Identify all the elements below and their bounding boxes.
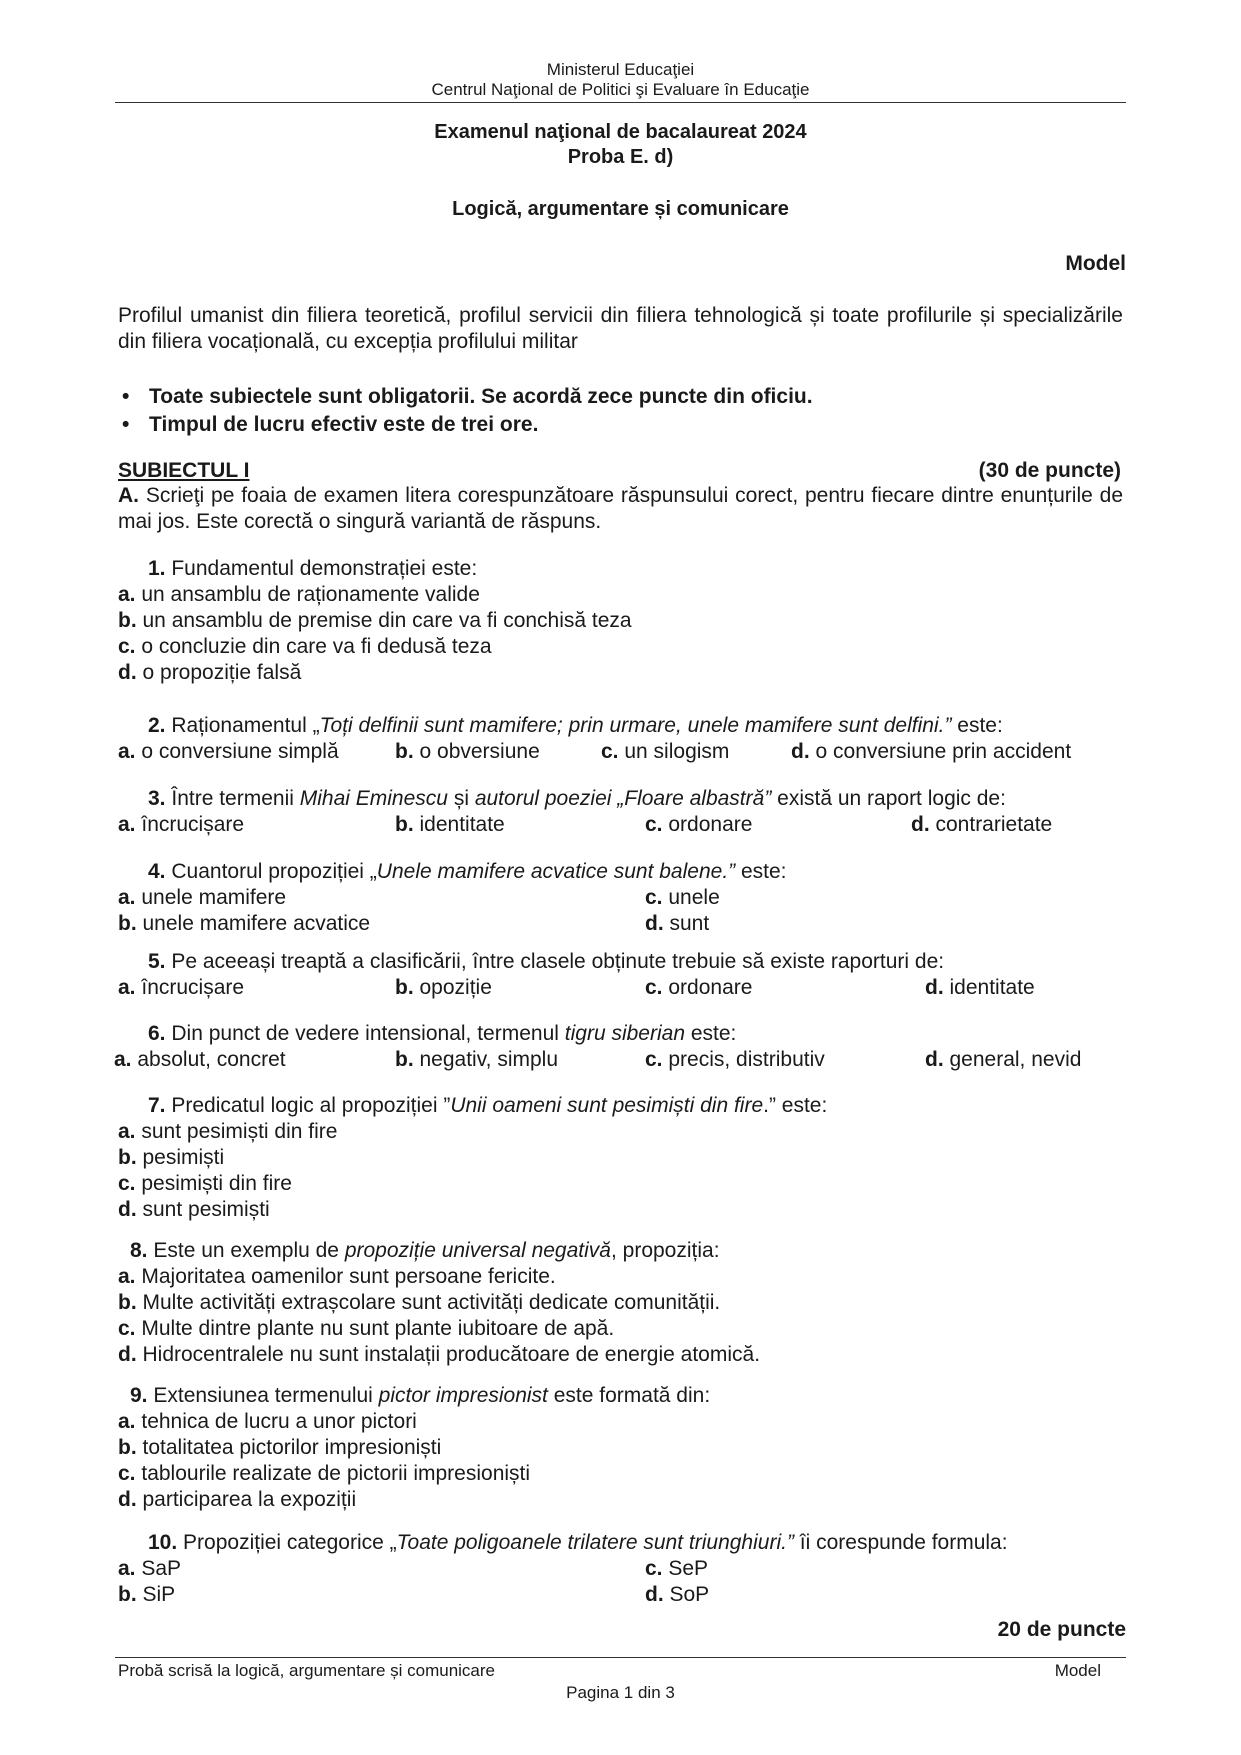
question-text: pictor impresionist <box>378 1384 548 1407</box>
option-letter: b. <box>118 609 143 632</box>
footer-left: Probă scrisă la logică, argumentare și comunicare <box>118 1661 496 1680</box>
question-text: Unii oameni sunt pesimiști din fire <box>450 1094 764 1117</box>
answer-option <box>645 911 709 937</box>
answer-option <box>118 975 244 1001</box>
answer-option <box>118 1582 175 1608</box>
option-text: pesimiști <box>142 1146 225 1169</box>
answer-option <box>118 911 370 937</box>
option-text: o conversiune simplă <box>141 740 339 763</box>
question-number: 4. <box>148 860 172 883</box>
option-letter: d. <box>645 1583 670 1606</box>
exam-subject: Logică, argumentare și comunicare <box>452 198 789 220</box>
option-letter: c. <box>118 1462 142 1485</box>
answer-option <box>645 1047 825 1073</box>
option-letter: d. <box>645 912 670 935</box>
option-text: SoP <box>669 1583 710 1606</box>
question-text: Mihai Eminescu <box>299 787 448 810</box>
question-text: Predicatul logic al propoziției ” <box>171 1094 451 1117</box>
answer-option <box>118 1316 614 1342</box>
option-text: ordonare <box>668 976 753 999</box>
option-letter: d. <box>118 1198 143 1221</box>
footer-right: Model <box>1054 1661 1101 1680</box>
option-text: Hidrocentralele nu sunt instalații producătoare de energie atomică. <box>142 1343 761 1366</box>
footer-rule <box>115 1657 1126 1658</box>
exam-title: Examenul naţional de bacalaureat 2024 <box>434 121 807 143</box>
option-letter: b. <box>118 1291 143 1314</box>
answer-option <box>118 1487 356 1513</box>
option-text: ordonare <box>668 813 753 836</box>
question-2 <box>148 713 1003 739</box>
option-text: Multe dintre plante nu sunt plante iubitoare de apă. <box>141 1317 615 1340</box>
answer-option <box>118 1145 224 1171</box>
option-letter: c. <box>645 976 669 999</box>
option-letter: b. <box>395 740 420 763</box>
question-9 <box>130 1383 710 1409</box>
option-text: o obversiune <box>419 740 540 763</box>
option-text: totalitatea pictorilor impresioniști <box>142 1436 442 1459</box>
question-text: Propoziției categorice „ <box>183 1531 397 1554</box>
question-text: propoziție universal negativă <box>344 1239 611 1262</box>
question-text: Extensiunea termenului <box>153 1384 379 1407</box>
option-text: SaP <box>141 1557 182 1580</box>
section-instruction: A. Scrieţi pe foaia de examen litera corespunzătoare răspunsului corect, pentru fiecare dintre enunțurile de mai jos. Este corectă o singură variantă de răspuns. <box>118 484 1123 533</box>
instructions-list <box>118 383 813 439</box>
option-letter: d. <box>118 661 143 684</box>
question-text: este: <box>735 860 787 883</box>
answer-option <box>925 975 1035 1001</box>
question-text: Cuantorul propoziției „ <box>171 860 377 883</box>
section-title: SUBIECTUL I <box>118 459 250 482</box>
section-points: (30 de puncte) <box>978 459 1121 482</box>
option-text: o propoziție falsă <box>142 661 302 684</box>
question-1 <box>148 556 477 582</box>
answer-option <box>791 739 1071 765</box>
question-number: 8. <box>130 1239 154 1262</box>
answer-option <box>645 975 752 1001</box>
option-text: sunt pesimiști <box>142 1198 270 1221</box>
answer-option <box>395 812 505 838</box>
option-text: unele <box>668 886 720 909</box>
option-text: participarea la expoziții <box>142 1488 357 1511</box>
question-number: 3. <box>148 787 172 810</box>
option-letter: d. <box>118 1343 143 1366</box>
answer-option <box>118 1290 720 1316</box>
option-letter: a. <box>118 583 142 606</box>
answer-option <box>118 1264 556 1290</box>
model-label: Model <box>1065 252 1126 275</box>
option-letter: c. <box>601 740 625 763</box>
option-letter: c. <box>118 1172 142 1195</box>
option-text: o conversiune prin accident <box>815 740 1072 763</box>
answer-option <box>395 975 492 1001</box>
option-text: identitate <box>419 813 505 836</box>
option-text: încrucișare <box>141 976 245 999</box>
answer-option <box>645 812 752 838</box>
question-10 <box>148 1530 1008 1556</box>
answer-option <box>118 660 301 686</box>
question-text: , propoziția: <box>610 1239 720 1262</box>
option-text: contrarietate <box>935 813 1053 836</box>
option-text: absolut, concret <box>137 1048 286 1071</box>
question-number: 2. <box>148 714 172 737</box>
option-letter: b. <box>395 813 420 836</box>
option-letter: b. <box>118 1146 143 1169</box>
question-3 <box>148 786 1006 812</box>
option-text: încrucișare <box>141 813 245 836</box>
answer-option <box>118 812 244 838</box>
answer-option <box>114 1047 286 1073</box>
option-letter: c. <box>645 1557 669 1580</box>
question-text: Toți delfinii sunt mamifere; prin urmare, unele mamifere sunt delfini.” <box>319 714 952 737</box>
question-text: este: <box>951 714 1003 737</box>
question-text: și <box>447 787 475 810</box>
answer-option <box>118 1197 270 1223</box>
question-6 <box>148 1021 736 1047</box>
option-text: SiP <box>142 1583 176 1606</box>
question-5 <box>148 949 944 975</box>
option-letter: b. <box>395 1048 420 1071</box>
question-text: autorul poeziei „Floare albastră” <box>474 787 772 810</box>
question-text: Toate poligoanele trilatere sunt triunghiuri.” <box>396 1531 794 1554</box>
option-letter: a. <box>118 1410 142 1433</box>
score-label: 20 de puncte <box>997 1618 1126 1641</box>
option-text: identitate <box>949 976 1035 999</box>
answer-option <box>118 1556 181 1582</box>
answer-option <box>601 739 729 765</box>
option-letter: c. <box>645 1048 669 1071</box>
answer-option <box>395 739 540 765</box>
option-letter: b. <box>118 1436 143 1459</box>
answer-option <box>925 1047 1081 1073</box>
question-text: Unele mamifere acvatice sunt balene.” <box>376 860 736 883</box>
answer-option <box>118 1435 441 1461</box>
answer-option <box>645 885 720 911</box>
option-letter: c. <box>645 813 669 836</box>
answer-option <box>118 1409 417 1435</box>
page-number: Pagina 1 din 3 <box>566 1683 675 1702</box>
bullet-icon: • <box>122 413 130 436</box>
option-text: un ansamblu de premise din care va fi conchisă teza <box>142 609 632 632</box>
answer-option <box>118 582 480 608</box>
instruction-bullet: • Toate subiectele sunt obligatorii. Se acordă zece puncte din oficiu. <box>118 383 813 411</box>
option-letter: a. <box>114 1048 138 1071</box>
question-text: Este un exemplu de <box>153 1239 345 1262</box>
answer-option <box>911 812 1052 838</box>
option-text: precis, distributiv <box>668 1048 825 1071</box>
option-text: Multe activități extrașcolare sunt activități dedicate comunității. <box>142 1291 721 1314</box>
section-heading <box>118 458 1121 484</box>
answer-option <box>118 885 286 911</box>
option-letter: a. <box>118 976 142 999</box>
question-text: .” este: <box>763 1094 828 1117</box>
exam-proba: Proba E. d) <box>567 146 674 168</box>
question-number: 5. <box>148 950 172 973</box>
center-name: Centrul Naţional de Politici şi Evaluare în Educaţie <box>431 80 810 99</box>
option-text: sunt <box>669 912 710 935</box>
option-text: pesimiști din fire <box>141 1172 292 1195</box>
option-letter: a. <box>118 1120 142 1143</box>
option-letter: a. <box>118 1265 142 1288</box>
option-text: general, nevid <box>949 1048 1082 1071</box>
option-letter: c. <box>118 635 142 658</box>
header-rule <box>115 102 1126 103</box>
answer-option <box>645 1582 709 1608</box>
option-text: tablourile realizate de pictorii impresioniști <box>141 1462 531 1485</box>
option-text: o concluzie din care va fi dedusă teza <box>141 635 492 658</box>
option-letter: d. <box>925 1048 950 1071</box>
question-text: Din punct de vedere intensional, termenul <box>171 1022 565 1045</box>
option-text: un silogism <box>624 740 730 763</box>
option-text: Majoritatea oamenilor sunt persoane fericite. <box>141 1265 556 1288</box>
question-4 <box>148 859 787 885</box>
question-text: Pe aceeași treaptă a clasificării, între clasele obținute trebuie să existe raporturi de: <box>171 950 945 973</box>
option-text: unele mamifere acvatice <box>142 912 371 935</box>
option-letter: c. <box>645 886 669 909</box>
question-number: 6. <box>148 1022 172 1045</box>
question-text: Fundamentul demonstrației este: <box>171 557 478 580</box>
option-text: SeP <box>668 1557 709 1580</box>
question-number: 7. <box>148 1094 172 1117</box>
question-number: 1. <box>148 557 172 580</box>
answer-option <box>118 1171 292 1197</box>
option-letter: b. <box>118 912 143 935</box>
option-letter: a. <box>118 886 142 909</box>
answer-option <box>395 1047 558 1073</box>
option-letter: c. <box>118 1317 142 1340</box>
option-letter: b. <box>118 1583 143 1606</box>
option-letter: a. <box>118 1557 142 1580</box>
bullet-icon: • <box>122 385 130 408</box>
option-text: un ansamblu de raționamente valide <box>141 583 480 606</box>
answer-option <box>118 634 492 660</box>
question-text: Raționamentul „ <box>171 714 320 737</box>
question-text: tigru siberian <box>564 1022 685 1045</box>
option-text: sunt pesimiști din fire <box>141 1120 338 1143</box>
option-text: unele mamifere <box>141 886 287 909</box>
question-text: există un raport logic de: <box>771 787 1006 810</box>
option-letter: d. <box>118 1488 143 1511</box>
answer-option <box>118 1119 337 1145</box>
instruction-bullet: • Timpul de lucru efectiv este de trei ore. <box>118 411 813 439</box>
option-text: opoziție <box>419 976 492 999</box>
answer-option <box>118 1461 530 1487</box>
answer-option <box>645 1556 708 1582</box>
option-letter: d. <box>791 740 816 763</box>
question-text: Între termenii <box>171 787 300 810</box>
profile-text: Profilul umanist din filiera teoretică, profilul servicii din filiera tehnologică și toate profilurile și specializările din filiera vocațională, cu excepția profilului militar <box>118 304 1123 353</box>
question-text: îi corespunde formula: <box>793 1531 1008 1554</box>
answer-option <box>118 608 632 634</box>
option-letter: d. <box>925 976 950 999</box>
option-text: negativ, simplu <box>419 1048 559 1071</box>
option-letter: a. <box>118 740 142 763</box>
question-number: 10. <box>148 1531 184 1554</box>
question-7 <box>148 1093 827 1119</box>
answer-option <box>118 739 339 765</box>
ministry-name: Ministerul Educaţiei <box>546 60 695 79</box>
question-8 <box>130 1238 720 1264</box>
option-letter: d. <box>911 813 936 836</box>
option-text: tehnica de lucru a unor pictori <box>141 1410 417 1433</box>
answer-option <box>118 1342 760 1368</box>
question-text: este formată din: <box>547 1384 711 1407</box>
option-letter: a. <box>118 813 142 836</box>
question-text: este: <box>685 1022 737 1045</box>
option-letter: b. <box>395 976 420 999</box>
question-number: 9. <box>130 1384 154 1407</box>
